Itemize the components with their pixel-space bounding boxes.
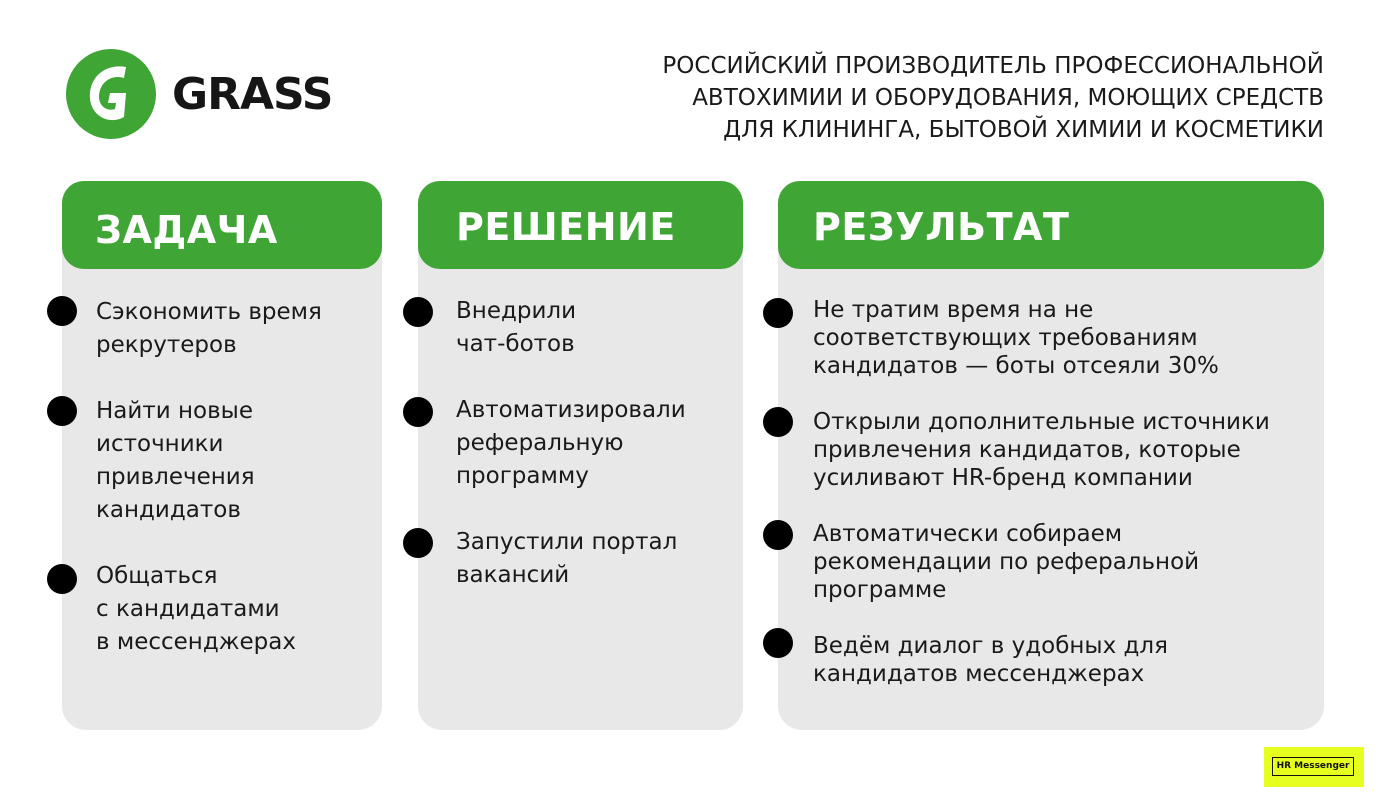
badge-label: HR Messenger [1272, 757, 1354, 776]
tagline [564, 50, 1324, 146]
tagline-line: АВТОХИМИИ И ОБОРУДОВАНИЯ, МОЮЩИХ СРЕДСТВ [692, 85, 1324, 111]
result-card-title: РЕЗУЛЬТАТ [813, 205, 1070, 249]
bullet-icon [403, 297, 433, 327]
bullet-icon [763, 628, 793, 658]
bullet-icon [403, 397, 433, 427]
bullet-icon [763, 298, 793, 328]
solution-item: Автоматизировали реферальную программу [456, 397, 686, 489]
tagline-line: ДЛЯ КЛИНИНГА, БЫТОВОЙ ХИМИИ И КОСМЕТИКИ [723, 117, 1324, 143]
bullet-icon [47, 564, 77, 594]
solution-item: Внедрили чат-ботов [456, 298, 577, 357]
task-item: Найти новые источники привлечения кандидатов [96, 398, 255, 523]
result-item: Автоматически собираем рекомендации по реферальной программе [813, 521, 1200, 603]
tagline-line: РОССИЙСКИЙ ПРОИЗВОДИТЕЛЬ ПРОФЕССИОНАЛЬНОЙ [662, 53, 1324, 79]
result-item: Ведём диалог в удобных для кандидатов мессенджерах [813, 633, 1168, 687]
solution-item: Запустили портал вакансий [456, 529, 678, 588]
result-item: Не тратим время на не соответствующих требованиям кандидатов — боты отсеяли 30% [813, 297, 1219, 379]
bullet-icon [47, 296, 77, 326]
task-item: Сэкономить время рекрутеров [96, 299, 322, 358]
task-item: Общаться с кандидатами в мессенджерах [96, 563, 296, 655]
solution-card-title: РЕШЕНИЕ [456, 205, 676, 249]
hr-messenger-badge [1264, 747, 1364, 787]
bullet-icon [763, 520, 793, 550]
bullet-icon [763, 407, 793, 437]
task-card-title: ЗАДАЧА [95, 208, 278, 252]
bullet-icon [403, 528, 433, 558]
grass-logo-icon [66, 49, 156, 139]
result-item: Открыли дополнительные источники привлечения кандидатов, которые усиливают HR-бренд компании [813, 409, 1270, 491]
brand-name: GRASS [172, 69, 333, 120]
bullet-icon [47, 396, 77, 426]
